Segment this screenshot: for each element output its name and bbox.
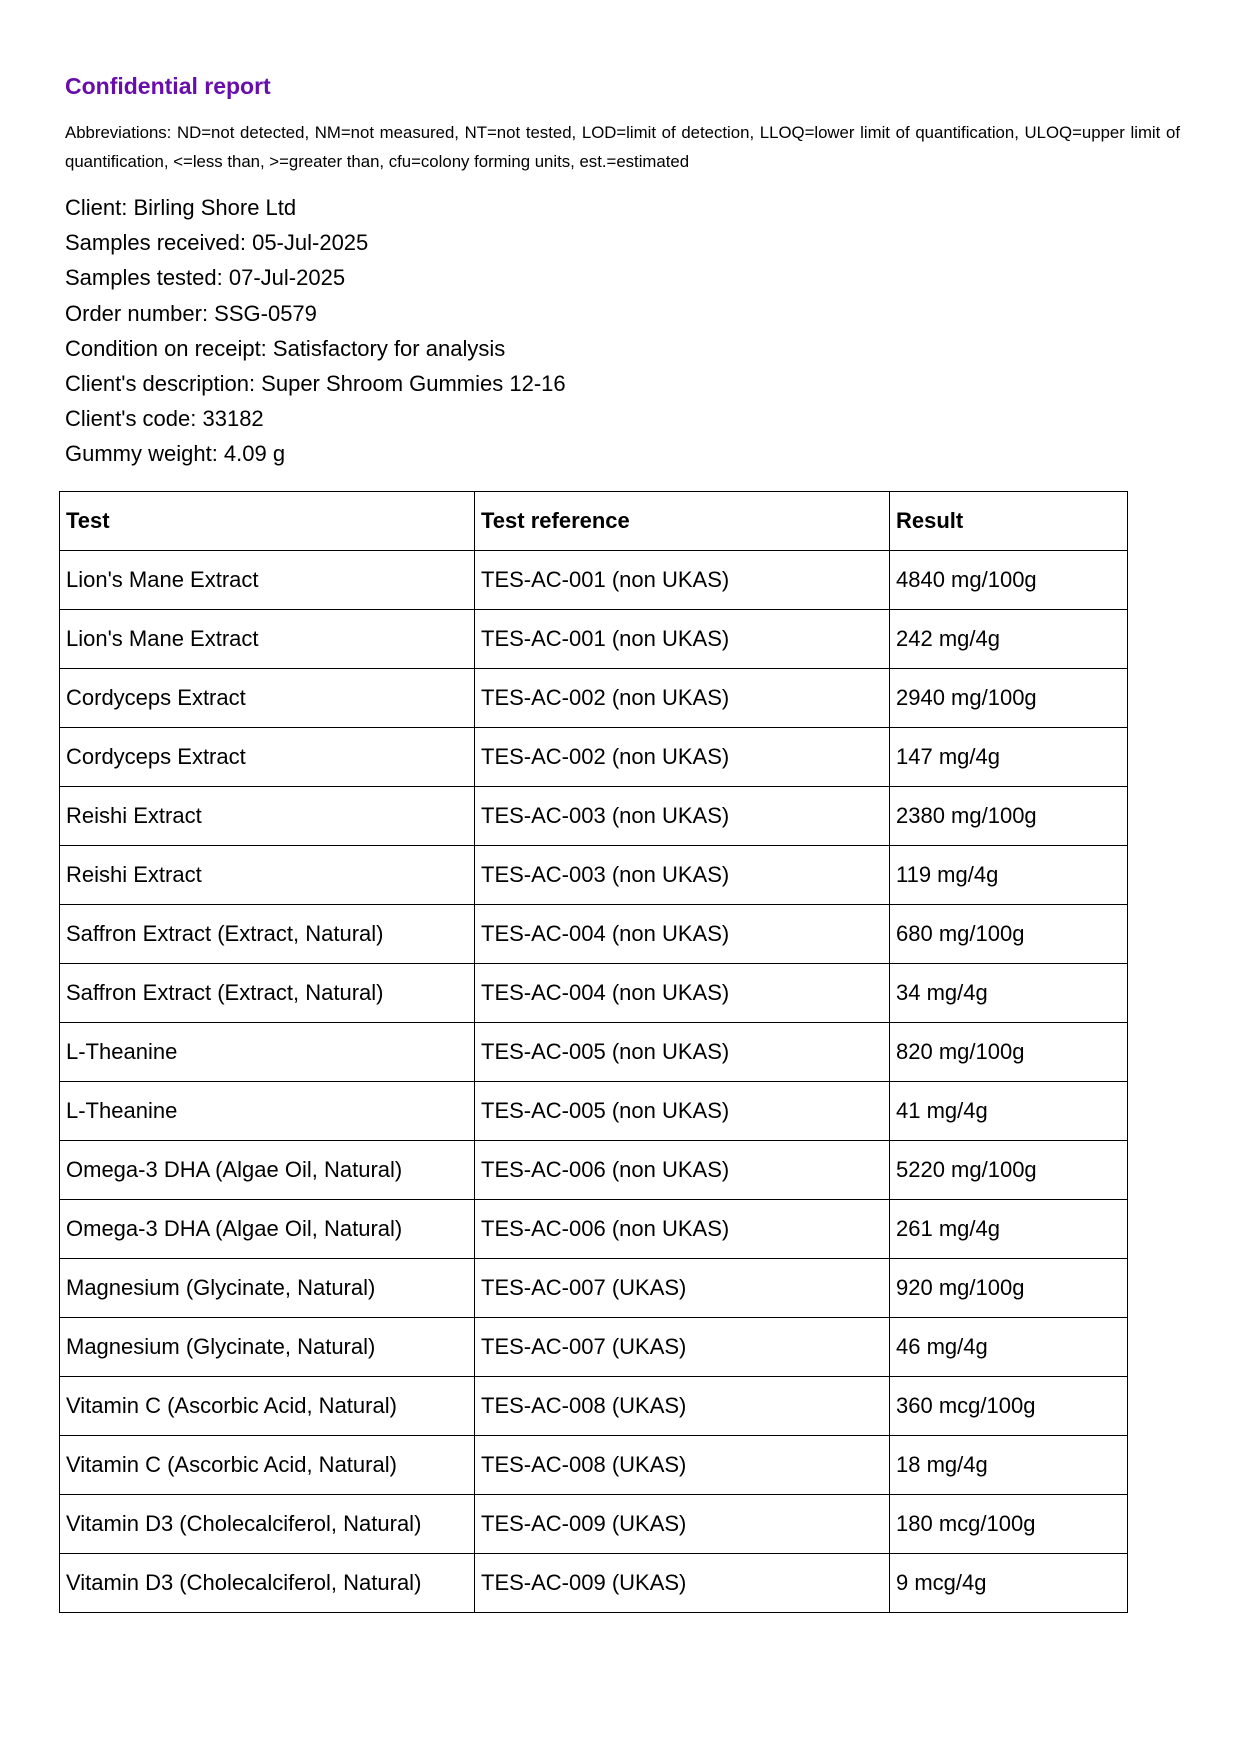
cell-test: Lion's Mane Extract: [60, 610, 475, 669]
report-title: Confidential report: [65, 73, 271, 99]
table-row: [60, 1377, 1128, 1436]
cell-test-reference: TES-AC-005 (non UKAS): [475, 1023, 890, 1082]
cell-test: Vitamin D3 (Cholecalciferol, Natural): [60, 1554, 475, 1613]
table-row: [60, 1141, 1128, 1200]
results-body: [60, 551, 1128, 1613]
cell-result: 920 mg/100g: [890, 1259, 1128, 1318]
cell-test: Saffron Extract (Extract, Natural): [60, 964, 475, 1023]
cell-test-reference: TES-AC-006 (non UKAS): [475, 1200, 890, 1259]
table-row: [60, 1436, 1128, 1495]
cell-test-reference: TES-AC-001 (non UKAS): [475, 610, 890, 669]
cell-test: Cordyceps Extract: [60, 669, 475, 728]
cell-result: 2380 mg/100g: [890, 787, 1128, 846]
cell-result: 2940 mg/100g: [890, 669, 1128, 728]
table-row: [60, 1082, 1128, 1141]
cell-test: Saffron Extract (Extract, Natural): [60, 905, 475, 964]
table-row: [60, 787, 1128, 846]
cell-test: Vitamin D3 (Cholecalciferol, Natural): [60, 1495, 475, 1554]
cell-result: 18 mg/4g: [890, 1436, 1128, 1495]
client-code-line: Client's code: 33182: [65, 406, 264, 432]
cell-test: Magnesium (Glycinate, Natural): [60, 1318, 475, 1377]
condition-line: Condition on receipt: Satisfactory for analysis: [65, 335, 506, 361]
table-row: [60, 846, 1128, 905]
cell-result: 820 mg/100g: [890, 1023, 1128, 1082]
table-row: [60, 551, 1128, 610]
cell-test-reference: TES-AC-005 (non UKAS): [475, 1082, 890, 1141]
cell-result: 119 mg/4g: [890, 846, 1128, 905]
header-result: Result: [890, 492, 1128, 551]
cell-result: 5220 mg/100g: [890, 1141, 1128, 1200]
table-row: [60, 1259, 1128, 1318]
gummy-weight-line: Gummy weight: 4.09 g: [65, 441, 286, 467]
table-row: [60, 964, 1128, 1023]
cell-test-reference: TES-AC-009 (UKAS): [475, 1554, 890, 1613]
abbreviations-text: Abbreviations: ND=not detected, NM=not measured, NT=not tested, LOD=limit of detection, LLOQ=lower limit of quantification, ULOQ=upper limit of quantification, <=less than, >=greater than, cfu=colony forming units, est.=estimated: [65, 123, 1180, 171]
table-row: [60, 1554, 1128, 1613]
cell-test: L-Theanine: [60, 1082, 475, 1141]
order-number-line: Order number: SSG-0579: [65, 300, 317, 326]
cell-test: Cordyceps Extract: [60, 728, 475, 787]
cell-test-reference: TES-AC-007 (UKAS): [475, 1318, 890, 1377]
cell-result: 360 mcg/100g: [890, 1377, 1128, 1436]
client-description-line: Client's description: Super Shroom Gummies 12-16: [65, 370, 566, 396]
cell-test-reference: TES-AC-004 (non UKAS): [475, 905, 890, 964]
results-table: [59, 491, 1128, 1613]
cell-result: 46 mg/4g: [890, 1318, 1128, 1377]
cell-test-reference: TES-AC-002 (non UKAS): [475, 669, 890, 728]
cell-test: Omega-3 DHA (Algae Oil, Natural): [60, 1200, 475, 1259]
table-row: [60, 1318, 1128, 1377]
table-row: [60, 669, 1128, 728]
cell-result: 180 mcg/100g: [890, 1495, 1128, 1554]
cell-test: Vitamin C (Ascorbic Acid, Natural): [60, 1377, 475, 1436]
cell-result: 242 mg/4g: [890, 610, 1128, 669]
table-row: [60, 728, 1128, 787]
cell-test: Reishi Extract: [60, 787, 475, 846]
cell-test-reference: TES-AC-003 (non UKAS): [475, 846, 890, 905]
table-row: [60, 1200, 1128, 1259]
cell-test-reference: TES-AC-001 (non UKAS): [475, 551, 890, 610]
samples-tested-line: Samples tested: 07-Jul-2025: [65, 265, 346, 291]
cell-test-reference: TES-AC-004 (non UKAS): [475, 964, 890, 1023]
cell-test-reference: TES-AC-003 (non UKAS): [475, 787, 890, 846]
client-line: Client: Birling Shore Ltd: [65, 195, 297, 220]
cell-test-reference: TES-AC-007 (UKAS): [475, 1259, 890, 1318]
cell-test: Vitamin C (Ascorbic Acid, Natural): [60, 1436, 475, 1495]
cell-result: 147 mg/4g: [890, 728, 1128, 787]
cell-result: 680 mg/100g: [890, 905, 1128, 964]
cell-test-reference: TES-AC-002 (non UKAS): [475, 728, 890, 787]
cell-result: 41 mg/4g: [890, 1082, 1128, 1141]
cell-test: Reishi Extract: [60, 846, 475, 905]
table-header-row: [60, 492, 1128, 551]
cell-result: 4840 mg/100g: [890, 551, 1128, 610]
cell-test: Omega-3 DHA (Algae Oil, Natural): [60, 1141, 475, 1200]
header-test: Test: [60, 492, 475, 551]
cell-test: Magnesium (Glycinate, Natural): [60, 1259, 475, 1318]
table-row: [60, 610, 1128, 669]
table-row: [60, 1023, 1128, 1082]
table-row: [60, 1495, 1128, 1554]
samples-received-line: Samples received: 05-Jul-2025: [65, 230, 369, 256]
cell-test-reference: TES-AC-009 (UKAS): [475, 1495, 890, 1554]
cell-test: Lion's Mane Extract: [60, 551, 475, 610]
cell-result: 34 mg/4g: [890, 964, 1128, 1023]
cell-result: 9 mcg/4g: [890, 1554, 1128, 1613]
cell-result: 261 mg/4g: [890, 1200, 1128, 1259]
cell-test-reference: TES-AC-006 (non UKAS): [475, 1141, 890, 1200]
sample-details: [65, 190, 965, 472]
cell-test-reference: TES-AC-008 (UKAS): [475, 1377, 890, 1436]
table-row: [60, 905, 1128, 964]
header-test-reference: Test reference: [475, 492, 890, 551]
cell-test-reference: TES-AC-008 (UKAS): [475, 1436, 890, 1495]
cell-test: L-Theanine: [60, 1023, 475, 1082]
